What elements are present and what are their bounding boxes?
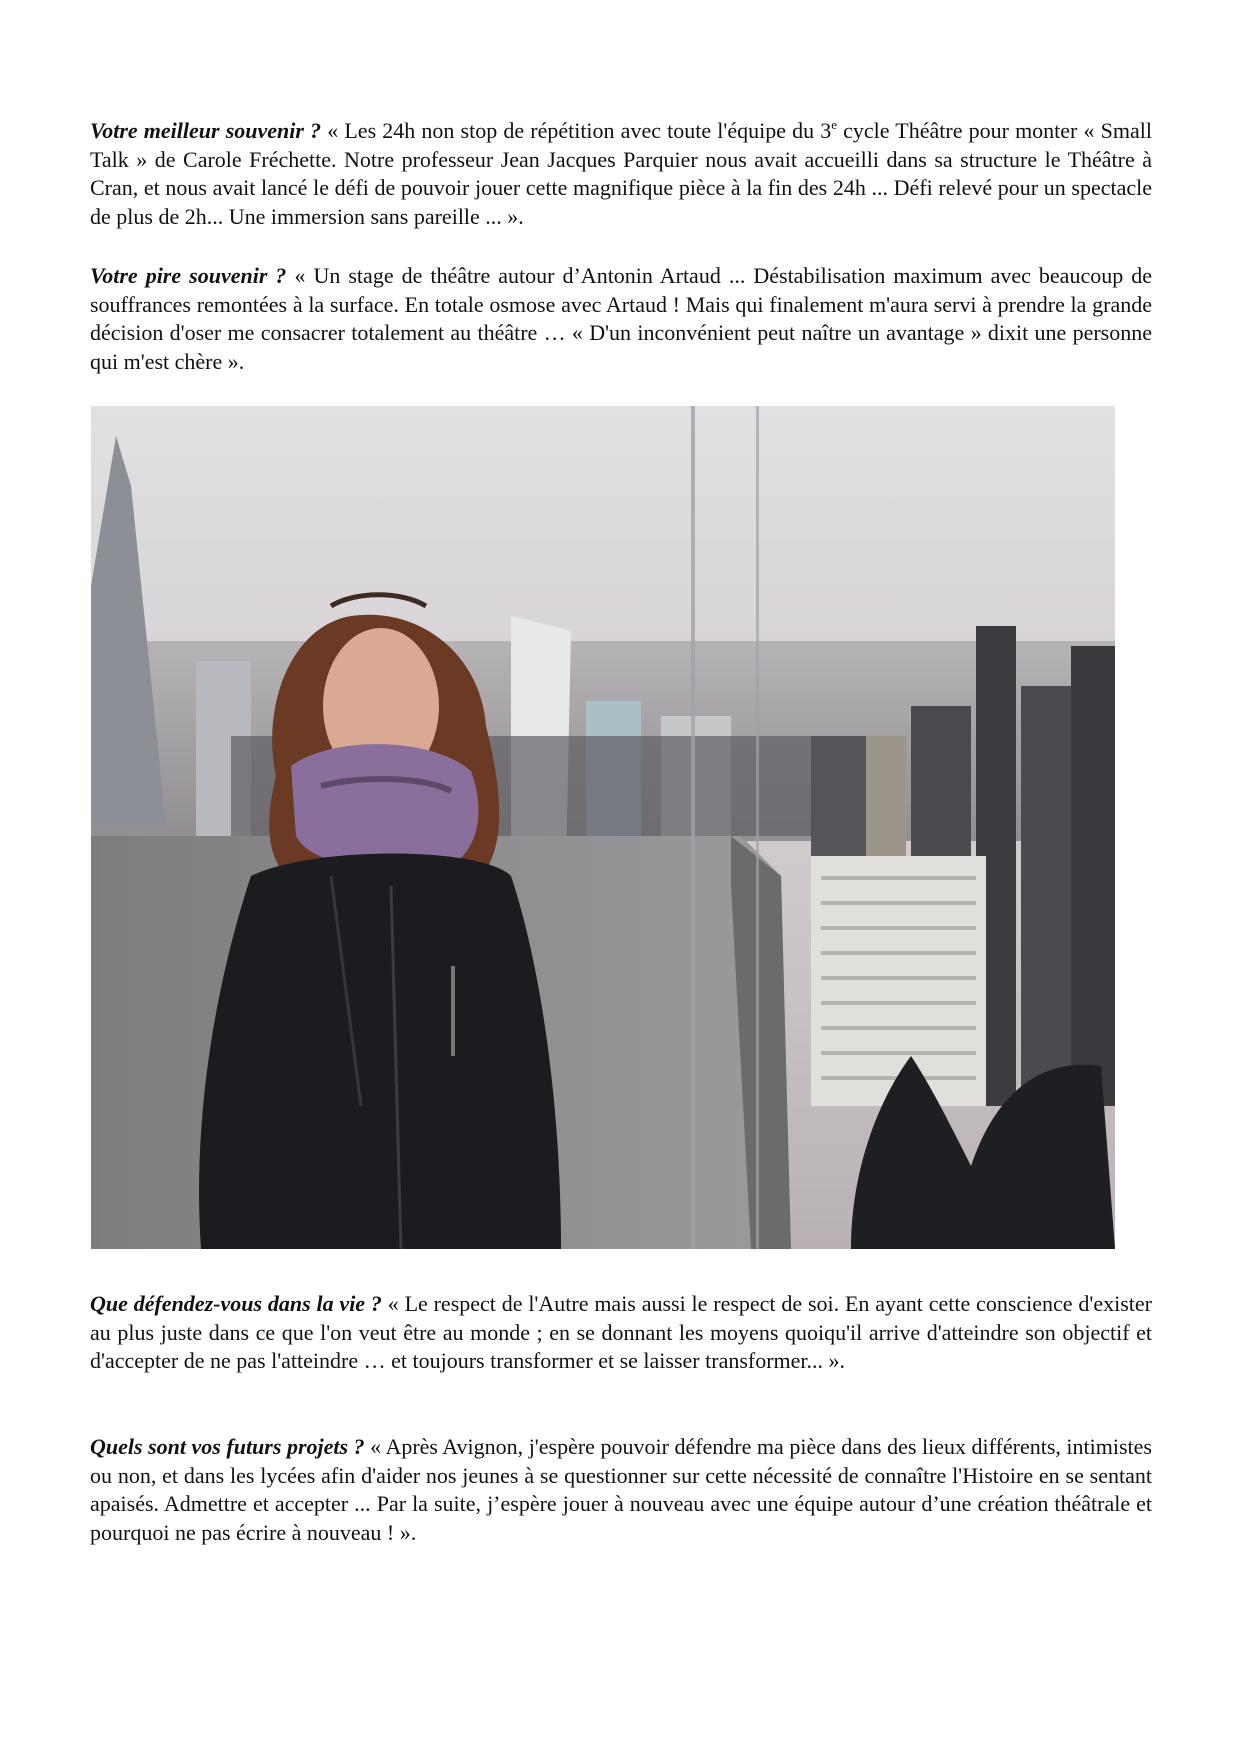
paragraph-worst-memory [90,262,1152,376]
answer-worst-memory: « Un stage de théâtre autour d’Antonin Artaud ... Déstabilisation maximum avec beaucoup de souffrances remontées à la surface. En totale osmose avec Artaud ! Mais qui finalement m'aura servi à prendre la grande décision d'oser me consacrer totalement au théâtre … « D'un inconvénient peut naître un avantage » dixit une personne qui m'est chère ». [90,263,1152,374]
ordinal-superscript: e [831,117,838,132]
answer-values: « Le respect de l'Autre mais aussi le respect de soi. En ayant cette conscience d'exister au plus juste dans ce que l'on veut être au monde ; en se donnant les moyens quoiqu'il arrive d'atteindre son objectif et d'accepter de ne pas l'atteindre … et toujours transformer et se laisser transformer... ». [90,1291,1152,1374]
question-future-projects: Quels sont vos futurs projets ? [90,1434,365,1459]
paragraph-values [90,1290,1152,1376]
photo-illustration [91,406,1115,1249]
paragraph-best-memory [90,117,1152,231]
answer-best-memory-rest: cycle Théâtre pour monter « Small Talk » de Carole Fréchette. Notre professeur Jean Jacques Parquier nous avait accueilli dans sa structure le Théâtre à Cran, et nous avait lancé le défi de pouvoir jouer cette magnifique pièce à la fin des 24h ... Défi relevé pour un spectacle de plus de 2h... Une immersion sans pareille ... ». [90,118,1152,229]
question-values: Que défendez-vous dans la vie ? [90,1291,382,1316]
answer-future-projects: « Après Avignon, j'espère pouvoir défendre ma pièce dans des lieux différents, intimistes ou non, et dans les lycées afin d'aider nos jeunes à se questionner sur cette nécessité de connaître l'Histoire en se sentant apaisés. Admettre et accepter ... Par la suite, j’espère jouer à nouveau avec une équipe autour d’une création théâtrale et pourquoi ne pas écrire à nouveau ! ». [90,1434,1152,1545]
paragraph-future-projects [90,1433,1152,1547]
question-worst-memory: Votre pire souvenir ? [90,263,287,288]
portrait-photo [91,406,1115,1249]
question-best-memory: Votre meilleur souvenir ? [90,118,322,143]
answer-best-memory-start: « Les 24h non stop de répétition avec toute l'équipe du 3 [321,118,832,143]
